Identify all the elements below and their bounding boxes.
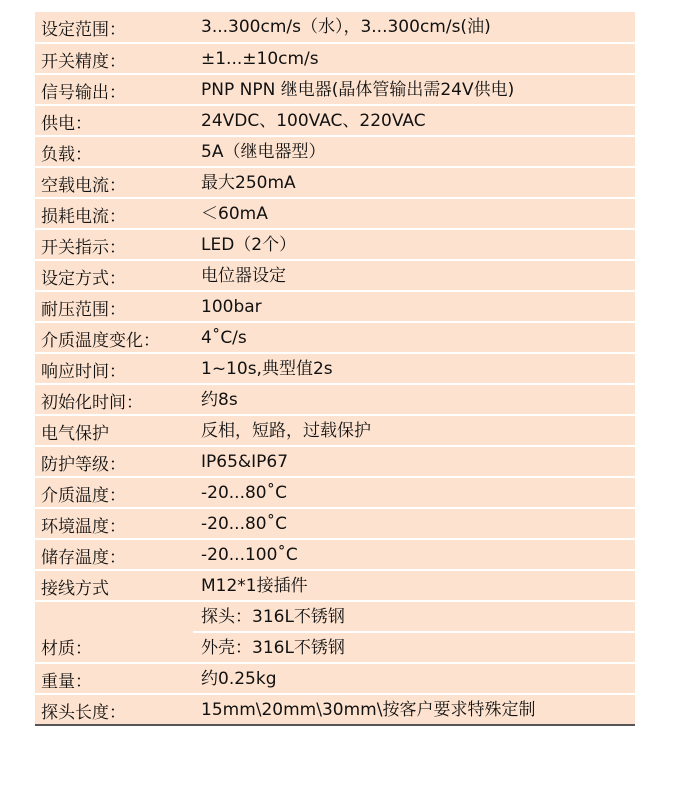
spec-label: 开关指示： <box>35 229 193 260</box>
material-probe-value: 探头：316L不锈钢 <box>193 601 635 632</box>
spec-label: 负载： <box>35 136 193 167</box>
spec-label: 损耗电流： <box>35 198 193 229</box>
table-row-material-probe <box>35 601 635 632</box>
spec-label: 防护等级： <box>35 446 193 477</box>
table-row <box>35 43 635 74</box>
table-row-probe-length <box>35 694 635 725</box>
table-row <box>35 446 635 477</box>
spec-value: IP65&IP67 <box>193 446 635 477</box>
spec-value: 5A（继电器型） <box>193 136 635 167</box>
probe-length-label: 探头长度： <box>35 694 193 725</box>
spec-value: ±1...±10cm/s <box>193 43 635 74</box>
weight-label: 重量： <box>35 663 193 694</box>
spec-value: 24VDC、100VAC、220VAC <box>193 105 635 136</box>
table-row <box>35 508 635 539</box>
table-row <box>35 105 635 136</box>
table-row <box>35 477 635 508</box>
spec-table-body <box>35 12 635 601</box>
spec-label: 信号输出： <box>35 74 193 105</box>
table-row <box>35 136 635 167</box>
spec-label: 供电： <box>35 105 193 136</box>
spec-value: 4˚C/s <box>193 322 635 353</box>
material-label: 材质： <box>35 601 193 663</box>
spec-value: LED（2个） <box>193 229 635 260</box>
spec-label: 空载电流： <box>35 167 193 198</box>
table-row <box>35 539 635 570</box>
spec-label: 环境温度： <box>35 508 193 539</box>
spec-value: 3...300cm/s（水），3...300cm/s(油) <box>193 12 635 43</box>
table-row <box>35 198 635 229</box>
spec-label: 设定范围： <box>35 12 193 43</box>
spec-value: 电位器设定 <box>193 260 635 291</box>
table-row <box>35 353 635 384</box>
table-row <box>35 260 635 291</box>
table-row <box>35 74 635 105</box>
table-row <box>35 167 635 198</box>
spec-value: 约8s <box>193 384 635 415</box>
spec-label: 响应时间： <box>35 353 193 384</box>
table-row <box>35 12 635 43</box>
table-row-weight <box>35 663 635 694</box>
spec-label: 接线方式 <box>35 570 193 601</box>
spec-label: 储存温度： <box>35 539 193 570</box>
spec-label: 电气保护 <box>35 415 193 446</box>
spec-value: 1~10s,典型值2s <box>193 353 635 384</box>
spec-value: 反相，短路，过载保护 <box>193 415 635 446</box>
spec-value: -20...100˚C <box>193 539 635 570</box>
table-row <box>35 384 635 415</box>
spec-value: 最大250mA <box>193 167 635 198</box>
spec-label: 耐压范围： <box>35 291 193 322</box>
spec-value: -20...80˚C <box>193 508 635 539</box>
spec-value: M12*1接插件 <box>193 570 635 601</box>
spec-label: 介质温度变化： <box>35 322 193 353</box>
table-row <box>35 415 635 446</box>
spec-value: 100bar <box>193 291 635 322</box>
spec-table <box>35 12 635 726</box>
table-row <box>35 291 635 322</box>
spec-label: 设定方式： <box>35 260 193 291</box>
spec-label: 介质温度： <box>35 477 193 508</box>
table-row <box>35 570 635 601</box>
spec-label: 初始化时间： <box>35 384 193 415</box>
table-row <box>35 229 635 260</box>
table-row <box>35 322 635 353</box>
weight-value: 约0.25kg <box>193 663 635 694</box>
spec-value: -20...80˚C <box>193 477 635 508</box>
spec-table-tail <box>35 601 635 725</box>
spec-label: 开关精度： <box>35 43 193 74</box>
probe-length-value: 15mm\20mm\30mm\按客户要求特殊定制 <box>193 694 635 725</box>
material-housing-value: 外壳：316L不锈钢 <box>193 632 635 663</box>
spec-value: ＜60mA <box>193 198 635 229</box>
spec-value: PNP NPN 继电器(晶体管输出需24V供电) <box>193 74 635 105</box>
